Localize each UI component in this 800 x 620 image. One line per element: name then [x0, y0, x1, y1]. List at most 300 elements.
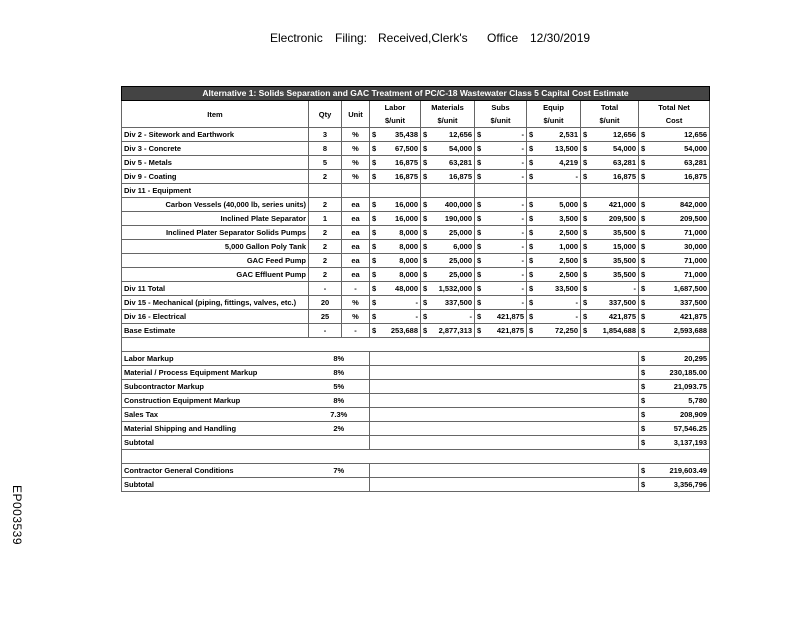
amount: 15,000 [613, 242, 636, 251]
table-row [122, 198, 710, 212]
row-labor [370, 324, 421, 338]
amount: 4,219 [559, 158, 578, 167]
row-item-label: Div 9 - Coating [122, 170, 309, 184]
currency-sign: $ [372, 284, 377, 293]
amount: 48,000 [395, 284, 418, 293]
amount: - [575, 172, 578, 181]
row-item-label: GAC Feed Pump [122, 254, 309, 268]
amount: 2,500 [559, 270, 578, 279]
row-equip [527, 254, 581, 268]
row-item-label: Div 11 - Equipment [122, 184, 309, 198]
markup-net [639, 478, 710, 492]
amount: 253,688 [390, 326, 418, 335]
currency-sign: $ [529, 242, 534, 251]
currency-sign: $ [372, 270, 377, 279]
row-labor [370, 282, 421, 296]
table-row [122, 268, 710, 282]
amount: 35,438 [395, 130, 418, 139]
row-qty: 2 [309, 240, 342, 254]
spacer-row [122, 450, 710, 464]
markup-gap [370, 352, 639, 366]
row-subs-empty [475, 184, 527, 198]
markup-item-label: Subcontractor Markup [122, 380, 309, 394]
markup-item-label: Sales Tax [122, 408, 309, 422]
amount: 3,356,796 [673, 480, 708, 489]
row-labor-empty [370, 184, 421, 198]
markup-row [122, 478, 710, 492]
row-net [639, 170, 710, 184]
table-row [122, 156, 710, 170]
row-total [581, 142, 639, 156]
amount: 16,000 [395, 200, 418, 209]
row-materials [421, 142, 475, 156]
amount: - [633, 284, 636, 293]
row-equip [527, 282, 581, 296]
currency-sign: $ [372, 144, 377, 153]
currency-sign: $ [641, 242, 646, 251]
currency-sign: $ [641, 410, 646, 419]
amount: 421,875 [496, 312, 524, 321]
col-subheader-equip: $/unit [527, 114, 581, 128]
currency-sign: $ [529, 214, 534, 223]
currency-sign: $ [529, 270, 534, 279]
row-unit: ea [342, 198, 370, 212]
row-labor [370, 226, 421, 240]
markup-gap [370, 478, 639, 492]
row-qty: 8 [309, 142, 342, 156]
row-qty: 20 [309, 296, 342, 310]
currency-sign: $ [529, 312, 534, 321]
amount: - [521, 284, 524, 293]
header-word-electronic: Electronic [270, 31, 323, 45]
spacer-cell [122, 450, 710, 464]
header-word-received: Received,Clerk's [378, 31, 468, 45]
row-unit: - [342, 324, 370, 338]
currency-sign: $ [641, 158, 646, 167]
currency-sign: $ [641, 396, 646, 405]
row-unit: % [342, 170, 370, 184]
row-total [581, 128, 639, 142]
row-unit: % [342, 310, 370, 324]
col-header-unit: Unit [342, 101, 370, 128]
row-item-label: GAC Effluent Pump [122, 268, 309, 282]
currency-sign: $ [583, 214, 588, 223]
amount: 67,500 [395, 144, 418, 153]
amount: 33,500 [555, 284, 578, 293]
table-row [122, 254, 710, 268]
currency-sign: $ [529, 256, 534, 265]
currency-sign: $ [529, 144, 534, 153]
spacer-cell [122, 338, 710, 352]
markup-percent [309, 436, 370, 450]
markup-percent: 8% [309, 394, 370, 408]
col-header-materials: Materials [421, 101, 475, 115]
amount: 2,877,313 [438, 326, 472, 335]
currency-sign: $ [477, 270, 482, 279]
row-materials-empty [421, 184, 475, 198]
amount: 337,500 [679, 298, 708, 307]
amount: - [575, 312, 578, 321]
amount: 71,000 [684, 256, 708, 265]
header-word-filing: Filing: [335, 31, 368, 45]
currency-sign: $ [529, 298, 534, 307]
row-unit: % [342, 128, 370, 142]
amount: 25,000 [449, 270, 472, 279]
row-equip [527, 212, 581, 226]
table-row [122, 240, 710, 254]
row-total [581, 310, 639, 324]
amount: - [521, 228, 524, 237]
row-net [639, 240, 710, 254]
table-row [122, 296, 710, 310]
row-net [639, 296, 710, 310]
row-item-label: Div 3 - Concrete [122, 142, 309, 156]
currency-sign: $ [477, 172, 482, 181]
amount: 1,000 [559, 242, 578, 251]
row-subs [475, 212, 527, 226]
row-subs [475, 254, 527, 268]
amount: - [521, 130, 524, 139]
currency-sign: $ [583, 144, 588, 153]
amount: 1,532,000 [438, 284, 472, 293]
row-unit [342, 184, 370, 198]
amount: 71,000 [684, 228, 708, 237]
amount: - [415, 312, 418, 321]
col-header-net: Total Net [639, 101, 710, 115]
amount: 35,500 [613, 228, 636, 237]
row-equip [527, 128, 581, 142]
amount: 12,656 [684, 130, 708, 139]
row-qty: 2 [309, 170, 342, 184]
currency-sign: $ [583, 256, 588, 265]
currency-sign: $ [641, 284, 646, 293]
markup-item-label: Subtotal [122, 478, 309, 492]
row-qty: 3 [309, 128, 342, 142]
markup-net [639, 380, 710, 394]
row-net [639, 156, 710, 170]
row-equip-empty [527, 184, 581, 198]
currency-sign: $ [641, 172, 646, 181]
amount: 2,500 [559, 228, 578, 237]
currency-sign: $ [372, 130, 377, 139]
markup-percent: 5% [309, 380, 370, 394]
currency-sign: $ [641, 466, 646, 475]
row-total [581, 156, 639, 170]
row-qty [309, 184, 342, 198]
header-date: 12/30/2019 [530, 31, 591, 45]
currency-sign: $ [423, 256, 428, 265]
currency-sign: $ [372, 256, 377, 265]
table-row [122, 310, 710, 324]
row-subs [475, 170, 527, 184]
col-subheader-total: $/unit [581, 114, 639, 128]
row-subs [475, 310, 527, 324]
markup-net [639, 436, 710, 450]
amount: 12,656 [613, 130, 636, 139]
amount: 209,500 [608, 214, 636, 223]
row-unit: % [342, 142, 370, 156]
markup-percent: 8% [309, 366, 370, 380]
row-total-empty [581, 184, 639, 198]
row-net [639, 268, 710, 282]
currency-sign: $ [372, 242, 377, 251]
row-labor [370, 254, 421, 268]
row-net [639, 212, 710, 226]
markup-gap [370, 380, 639, 394]
row-subs [475, 240, 527, 254]
row-item-label: Div 15 - Mechanical (piping, fittings, valves, etc.) [122, 296, 309, 310]
amount: 71,000 [684, 270, 708, 279]
row-equip [527, 142, 581, 156]
markup-item-label: Labor Markup [122, 352, 309, 366]
amount: 35,500 [613, 256, 636, 265]
row-item-label: Div 5 - Metals [122, 156, 309, 170]
markup-row [122, 422, 710, 436]
amount: - [575, 298, 578, 307]
amount: 230,185.00 [669, 368, 708, 377]
row-qty: 2 [309, 198, 342, 212]
markup-net [639, 366, 710, 380]
currency-sign: $ [641, 144, 646, 153]
amount: 2,593,688 [673, 326, 708, 335]
currency-sign: $ [372, 228, 377, 237]
row-materials [421, 170, 475, 184]
currency-sign: $ [372, 326, 377, 335]
table-row [122, 282, 710, 296]
markup-percent: 7% [309, 464, 370, 478]
amount: 2,531 [559, 130, 578, 139]
table-row [122, 226, 710, 240]
row-net [639, 198, 710, 212]
row-total [581, 170, 639, 184]
row-labor [370, 240, 421, 254]
currency-sign: $ [372, 214, 377, 223]
currency-sign: $ [477, 242, 482, 251]
currency-sign: $ [529, 228, 534, 237]
row-item-label: Inclined Plater Separator Solids Pumps [122, 226, 309, 240]
currency-sign: $ [423, 214, 428, 223]
row-net-empty [639, 184, 710, 198]
amount: 8,000 [399, 256, 418, 265]
amount: 209,500 [679, 214, 708, 223]
currency-sign: $ [641, 326, 646, 335]
markup-item-label: Construction Equipment Markup [122, 394, 309, 408]
markup-gap [370, 408, 639, 422]
amount: 16,000 [395, 214, 418, 223]
markup-row [122, 366, 710, 380]
currency-sign: $ [423, 228, 428, 237]
table-row [122, 212, 710, 226]
amount: 16,875 [395, 172, 418, 181]
currency-sign: $ [641, 354, 646, 363]
amount: 421,875 [608, 312, 636, 321]
amount: 6,000 [453, 242, 472, 251]
table-row [122, 184, 710, 198]
amount: 400,000 [444, 200, 472, 209]
currency-sign: $ [372, 298, 377, 307]
row-labor [370, 310, 421, 324]
row-qty: 2 [309, 226, 342, 240]
amount: 63,281 [684, 158, 708, 167]
cost-estimate-table [121, 86, 710, 492]
amount: - [521, 158, 524, 167]
bates-number [7, 486, 27, 546]
amount: - [521, 172, 524, 181]
currency-sign: $ [583, 158, 588, 167]
row-total [581, 254, 639, 268]
amount: - [521, 214, 524, 223]
markup-row [122, 464, 710, 478]
row-equip [527, 324, 581, 338]
markup-net [639, 422, 710, 436]
currency-sign: $ [641, 312, 646, 321]
row-subs [475, 156, 527, 170]
currency-sign: $ [529, 326, 534, 335]
currency-sign: $ [423, 284, 428, 293]
row-equip [527, 226, 581, 240]
currency-sign: $ [583, 228, 588, 237]
table-row [122, 170, 710, 184]
currency-sign: $ [583, 312, 588, 321]
row-item-label: Div 16 - Electrical [122, 310, 309, 324]
amount: 25,000 [449, 228, 472, 237]
currency-sign: $ [641, 214, 646, 223]
col-header-subs: Subs [475, 101, 527, 115]
currency-sign: $ [641, 480, 646, 489]
row-qty: 2 [309, 268, 342, 282]
amount: 8,000 [399, 228, 418, 237]
col-subheader-net: Cost [639, 114, 710, 128]
currency-sign: $ [641, 228, 646, 237]
row-item-label: Div 11 Total [122, 282, 309, 296]
amount: 63,281 [449, 158, 472, 167]
currency-sign: $ [529, 284, 534, 293]
currency-sign: $ [641, 298, 646, 307]
row-item-label: Base Estimate [122, 324, 309, 338]
row-net [639, 226, 710, 240]
currency-sign: $ [423, 270, 428, 279]
amount: 16,875 [395, 158, 418, 167]
amount: - [469, 312, 472, 321]
row-materials [421, 156, 475, 170]
row-total [581, 324, 639, 338]
currency-sign: $ [372, 172, 377, 181]
amount: 16,875 [684, 172, 708, 181]
currency-sign: $ [423, 326, 428, 335]
row-labor [370, 198, 421, 212]
row-labor [370, 156, 421, 170]
currency-sign: $ [529, 200, 534, 209]
row-unit: ea [342, 254, 370, 268]
currency-sign: $ [477, 144, 482, 153]
amount: 2,500 [559, 256, 578, 265]
amount: - [521, 270, 524, 279]
markup-row [122, 408, 710, 422]
amount: 8,000 [399, 242, 418, 251]
markup-item-label: Material / Process Equipment Markup [122, 366, 309, 380]
markup-gap [370, 394, 639, 408]
spacer-row [122, 338, 710, 352]
row-subs [475, 128, 527, 142]
table-row [122, 128, 710, 142]
currency-sign: $ [423, 144, 428, 153]
row-net [639, 128, 710, 142]
amount: - [521, 144, 524, 153]
currency-sign: $ [477, 214, 482, 223]
currency-sign: $ [423, 200, 428, 209]
row-materials [421, 310, 475, 324]
amount: 8,000 [399, 270, 418, 279]
amount: 57,546.25 [673, 424, 708, 433]
bates-number-text: EP003539 [10, 484, 24, 546]
amount: 1,687,500 [673, 284, 708, 293]
row-net [639, 324, 710, 338]
amount: 25,000 [449, 256, 472, 265]
row-equip [527, 240, 581, 254]
row-item-label: Inclined Plate Separator [122, 212, 309, 226]
amount: 13,500 [555, 144, 578, 153]
row-materials [421, 282, 475, 296]
table-row [122, 142, 710, 156]
markup-row [122, 436, 710, 450]
row-total [581, 212, 639, 226]
row-equip [527, 156, 581, 170]
currency-sign: $ [372, 312, 377, 321]
markup-percent: 8% [309, 352, 370, 366]
currency-sign: $ [477, 312, 482, 321]
row-unit: % [342, 296, 370, 310]
currency-sign: $ [423, 130, 428, 139]
currency-sign: $ [477, 298, 482, 307]
currency-sign: $ [583, 200, 588, 209]
row-net [639, 254, 710, 268]
row-total [581, 240, 639, 254]
markup-item-label: Contractor General Conditions [122, 464, 309, 478]
currency-sign: $ [583, 242, 588, 251]
col-header-equip: Equip [527, 101, 581, 115]
markup-row [122, 380, 710, 394]
amount: 208,909 [679, 410, 708, 419]
row-total [581, 226, 639, 240]
row-total [581, 282, 639, 296]
row-materials [421, 198, 475, 212]
currency-sign: $ [583, 172, 588, 181]
amount: 72,250 [555, 326, 578, 335]
currency-sign: $ [477, 200, 482, 209]
row-total [581, 268, 639, 282]
row-net [639, 310, 710, 324]
table-title: Alternative 1: Solids Separation and GAC Treatment of PC/C-18 Wastewater Class 5 Capital Cost Estimate [122, 87, 710, 101]
row-qty: 1 [309, 212, 342, 226]
row-unit: % [342, 156, 370, 170]
currency-sign: $ [641, 382, 646, 391]
markup-net [639, 394, 710, 408]
row-qty: - [309, 282, 342, 296]
currency-sign: $ [423, 172, 428, 181]
currency-sign: $ [423, 158, 428, 167]
currency-sign: $ [372, 200, 377, 209]
row-unit: - [342, 282, 370, 296]
currency-sign: $ [423, 312, 428, 321]
currency-sign: $ [372, 158, 377, 167]
amount: 20,295 [684, 354, 708, 363]
currency-sign: $ [529, 130, 534, 139]
currency-sign: $ [529, 172, 534, 181]
row-labor [370, 142, 421, 156]
amount: 337,500 [444, 298, 472, 307]
row-subs [475, 198, 527, 212]
row-labor [370, 268, 421, 282]
